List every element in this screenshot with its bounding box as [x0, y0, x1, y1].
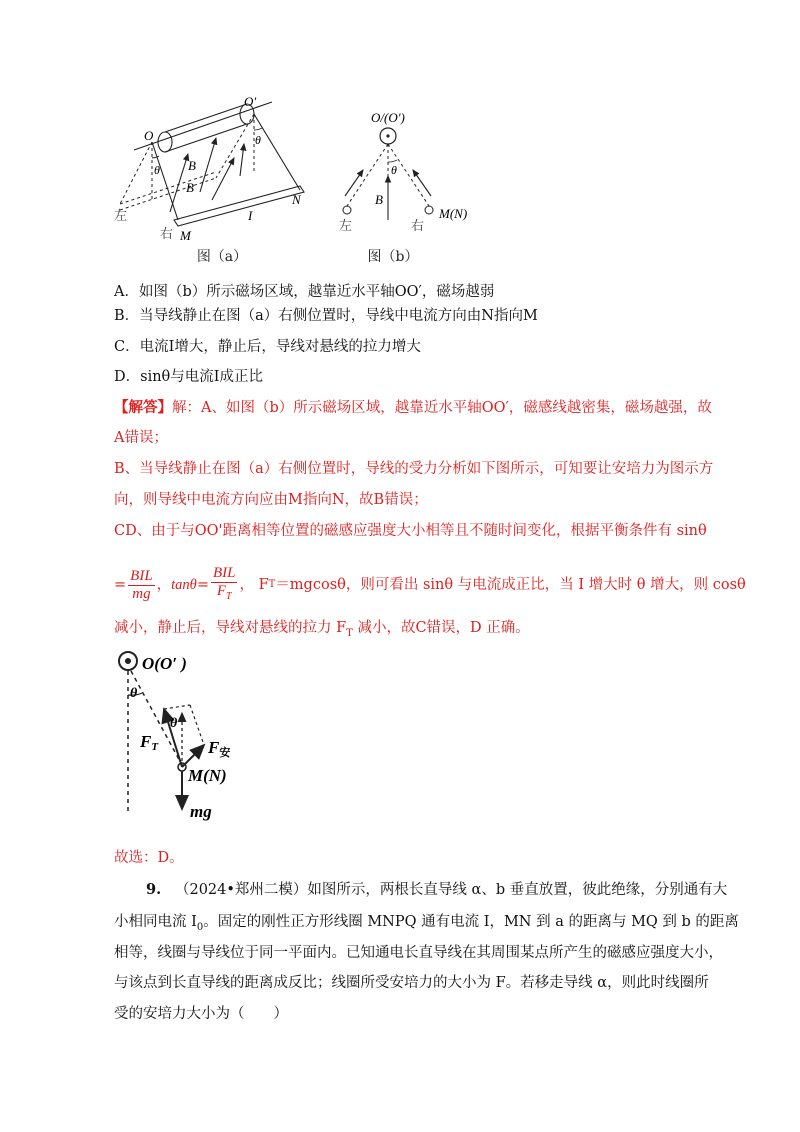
- label-F-an: F安: [208, 738, 231, 759]
- answer-line-3: B、当导线静止在图（a）右侧位置时，导线的受力分析如下图所示，可知要让安培力为图示方: [114, 461, 714, 477]
- figure-b-caption: 图（b）: [367, 249, 419, 265]
- label-B-1: B: [188, 158, 196, 173]
- answer-line-2: A错误；: [114, 430, 168, 446]
- tan-label: tanθ: [171, 577, 197, 593]
- figure-a-caption: 图（a）: [196, 249, 248, 265]
- label-I: I: [248, 208, 253, 223]
- label-theta-left: θ: [154, 163, 160, 177]
- label-right-a: 右: [160, 227, 174, 242]
- problem-9-line-4: 与该点到长直导线的距离成反比；线圈所受安培力的大小为 F。若移走导线 α，则此时线圈所: [114, 975, 709, 991]
- answer-tag: 【解答】: [114, 399, 172, 416]
- answer-formula-line: = $\frac{\text{BIL}}{mg}$ ， tanθ = $\frac{\text{BIL}}{F_T}$ ， F T ＝mgcosθ，则可看出 sinθ 与电流成正比，当 I 增大时 θ 增大，则 cosθ: [114, 562, 746, 608]
- label-right-b: 右: [411, 219, 425, 234]
- conclusion: 故选：D。: [114, 850, 184, 866]
- label-O-c: O(O′ ): [142, 654, 187, 673]
- problem-9-line-1: 9. （2024•郑州二模）如图所示，两根长直导线 α、b 垂直放置，彼此绝缘，分别通有大: [146, 881, 728, 898]
- option-d: D．sinθ与电流I成正比: [114, 369, 263, 385]
- fraction-bil-ft: $\frac{\text{BIL}}{F_T}$: [212, 565, 236, 602]
- label-MN-c: M(N): [188, 766, 227, 785]
- label-O: O: [144, 128, 154, 143]
- option-b: B．当导线静止在图（a）右侧位置时，导线中电流方向由N指向M: [114, 308, 538, 324]
- problem-9-number: 9.: [146, 881, 162, 898]
- figure-a-diagram: [112, 92, 327, 267]
- label-O-prime: O′: [244, 94, 257, 109]
- answer-line-5: CD、由于与OO'距离相等位置的磁感应强度大小相等且不随时间变化，根据平衡条件有 sinθ: [114, 523, 707, 539]
- label-O-O-prime-b: O/(O′): [371, 110, 405, 125]
- label-left-b: 左: [339, 219, 353, 234]
- option-a: A．如图（b）所示磁场区域，越靠近水平轴OO′，磁场越弱: [114, 284, 495, 300]
- label-B-b: B: [375, 192, 383, 207]
- label-M: M: [180, 228, 191, 243]
- label-theta-c1: θ: [130, 686, 138, 701]
- answer-line-1-text: 解：A、如图（b）所示磁场区域，越靠近水平轴OO′，磁感线越密集，磁场越强，故: [172, 400, 712, 416]
- label-theta-c2: θ: [170, 716, 178, 731]
- label-MN-b: M(N): [439, 206, 468, 221]
- option-c: C．电流I增大，静止后，导线对悬线的拉力增大: [114, 339, 421, 355]
- figure-b-diagram: [335, 100, 475, 268]
- figure-b: [335, 100, 475, 268]
- figure-a: [112, 92, 327, 267]
- problem-9-line-3: 相等，线圈与导线位于同一平面内。已知通电长直导线在其周围某点所产生的磁感应强度大小，: [114, 945, 723, 961]
- fraction-bil-mg: $\frac{\text{BIL}}{mg}$: [130, 567, 153, 602]
- label-B-2: B: [186, 180, 194, 195]
- force-diagram: [112, 645, 272, 830]
- problem-9-line-5: 受的安培力大小为（ ）: [114, 1006, 288, 1022]
- label-N: N: [292, 192, 301, 207]
- answer-line-4: 向，则导线中电流方向应由M指向N，故B错误；: [114, 492, 428, 508]
- answer-line-7: 减小，静止后，导线对悬线的拉力 $F_T$ 减小，故C错误，D 正确。: [114, 620, 530, 639]
- force-diagram-svg: [112, 645, 272, 830]
- label-theta-right: θ: [255, 133, 261, 147]
- problem-9-line-2: 小相同电流 $I_0$。固定的刚性正方形线圈 MNPQ 通有电流 I，MN 到 a 的距离与 MQ 到 b 的距离: [114, 914, 739, 933]
- answer-line-1: [114, 398, 712, 418]
- label-mg: mg: [190, 802, 212, 821]
- label-left-a: 左: [114, 209, 128, 224]
- label-FT: FT: [140, 732, 159, 753]
- label-theta-b: θ: [391, 163, 397, 177]
